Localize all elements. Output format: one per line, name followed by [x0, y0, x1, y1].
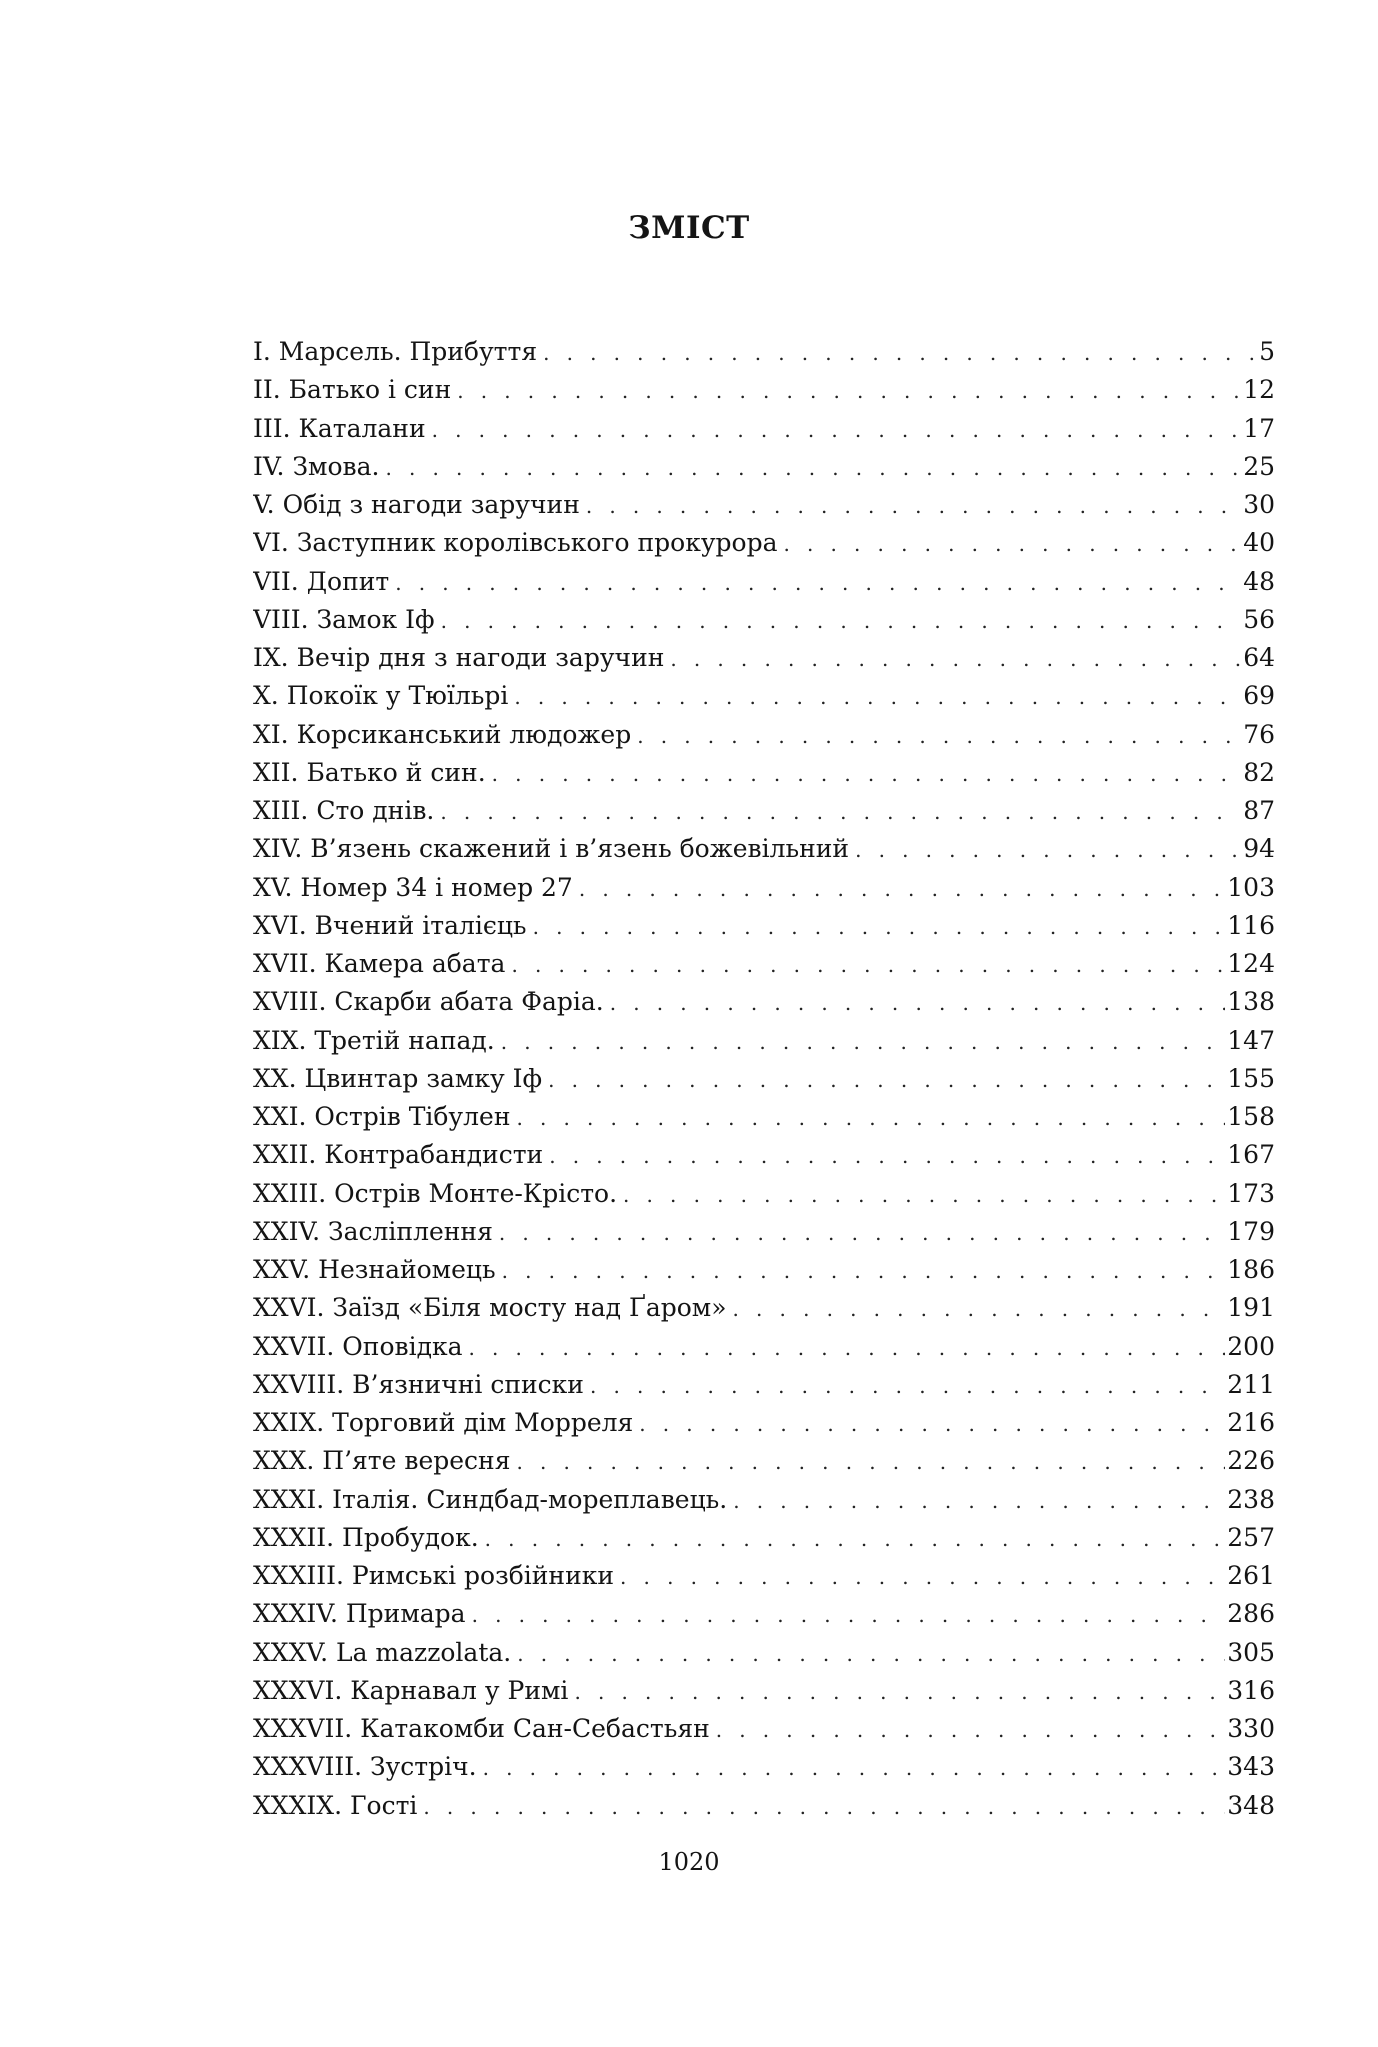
- toc-entry-title: XXIII. Острів Монте-Крісто.: [253, 1178, 618, 1208]
- toc-entry-title: XI. Корсиканський людожер: [253, 719, 632, 749]
- toc-entry-title: XXV. Незнайомець: [253, 1255, 496, 1284]
- dot-leader: [637, 717, 1241, 754]
- toc-entry-page: 76: [1243, 719, 1275, 749]
- toc-entry-page: 343: [1227, 1752, 1275, 1782]
- toc-entry-title: XXI. Острів Тібулен: [253, 1102, 511, 1131]
- toc-entry: [253, 1557, 1275, 1595]
- toc-entry-page: 82: [1243, 757, 1275, 787]
- toc-entry-title: XXIX. Торговий дім Морреля: [253, 1408, 634, 1437]
- toc-entry-title: XIX. Третій напад.: [253, 1025, 495, 1055]
- toc-entry: [253, 1175, 1275, 1213]
- dot-leader: [586, 487, 1241, 524]
- toc-entry-page: 261: [1227, 1561, 1275, 1590]
- toc-entry-title: XVI. Вчений італієць: [253, 910, 527, 940]
- toc-entry-page: 94: [1243, 834, 1275, 864]
- toc-entry: [253, 410, 1275, 448]
- toc-entry-page: 191: [1227, 1293, 1275, 1323]
- toc-entry-title: XXIV. Засліплення: [253, 1216, 493, 1246]
- toc-entry: [253, 563, 1275, 601]
- toc-entry-page: 179: [1227, 1216, 1275, 1246]
- dot-leader: [548, 1061, 1225, 1098]
- toc-entry: [253, 1289, 1275, 1327]
- toc-entry: [253, 1481, 1275, 1519]
- toc-entry-title: VI. Заступник королівського прокурора: [253, 528, 778, 558]
- dot-leader: [441, 602, 1242, 639]
- dot-leader: [432, 411, 1242, 448]
- toc-entry-title: XXVIII. В’язничні списки: [253, 1369, 584, 1399]
- dot-leader: [716, 1711, 1226, 1748]
- toc-entry-page: 286: [1227, 1599, 1275, 1629]
- toc-entry-title: XVIII. Скарби абата Фаріа.: [253, 987, 604, 1017]
- dot-leader: [516, 1443, 1225, 1480]
- dot-leader: [499, 1214, 1225, 1251]
- toc-entry-page: 257: [1227, 1522, 1275, 1552]
- toc-entry-page: 348: [1227, 1790, 1275, 1820]
- dot-leader: [516, 1099, 1225, 1136]
- toc-entry-page: 103: [1227, 872, 1275, 902]
- toc-entry: [253, 639, 1275, 677]
- dot-leader: [670, 640, 1241, 677]
- dot-leader: [623, 1176, 1225, 1213]
- toc-entry: [253, 869, 1275, 907]
- toc-entry: [253, 1710, 1275, 1748]
- dot-leader: [543, 334, 1257, 371]
- toc-entry-page: 64: [1243, 643, 1275, 672]
- toc-entry-title: XIII. Сто днів.: [253, 796, 435, 825]
- toc-entry-page: 40: [1243, 528, 1275, 558]
- dot-leader: [483, 1749, 1226, 1786]
- toc-entry: [253, 1404, 1275, 1442]
- dot-leader: [472, 1596, 1226, 1633]
- toc-entry-page: 330: [1227, 1714, 1275, 1743]
- toc-entry-page: 87: [1243, 796, 1275, 825]
- toc-entry-page: 167: [1227, 1140, 1275, 1170]
- toc-entry-title: XXXIII. Римські розбійники: [253, 1561, 615, 1590]
- dot-leader: [855, 831, 1241, 868]
- toc-entry-title: III. Каталани: [253, 413, 426, 443]
- toc-entry: [253, 677, 1275, 715]
- toc-entry: [253, 1442, 1275, 1480]
- toc-entry-title: XXII. Контрабандисти: [253, 1140, 544, 1170]
- toc-entry-title: XXXV. La mazzolata.: [253, 1637, 512, 1667]
- toc-entry-page: 30: [1243, 490, 1275, 519]
- toc-entry: [253, 1098, 1275, 1136]
- toc-entry-page: 238: [1227, 1484, 1275, 1514]
- toc-entry-page: 69: [1243, 681, 1275, 711]
- dot-leader: [590, 1367, 1225, 1404]
- toc-entry: [253, 1366, 1275, 1404]
- toc-entry-title: X. Покоїк у Тюїльрі: [253, 681, 509, 711]
- toc-entry-page: 211: [1227, 1369, 1275, 1399]
- toc-entry: [253, 1060, 1275, 1098]
- dot-leader: [549, 1137, 1225, 1174]
- toc-entry-title: XXXII. Пробудок.: [253, 1522, 479, 1552]
- dot-leader: [514, 678, 1241, 715]
- toc-entry-page: 305: [1227, 1637, 1275, 1667]
- dot-leader: [440, 793, 1241, 830]
- toc-entry-title: VII. Допит: [253, 566, 390, 596]
- toc-entry: [253, 1136, 1275, 1174]
- toc-entry-title: VIII. Замок Іф: [253, 604, 435, 634]
- toc-entry-title: XXXIV. Примара: [253, 1599, 466, 1629]
- dot-leader: [395, 564, 1241, 601]
- dot-leader: [492, 755, 1242, 792]
- dot-leader: [423, 1788, 1225, 1825]
- page-number: 1020: [658, 1848, 720, 1876]
- toc-entry-page: 116: [1227, 910, 1275, 940]
- toc-entry-title: XXXVII. Катакомби Сан-Себастьян: [253, 1714, 710, 1743]
- toc-entry-title: XXXI. Італія. Синдбад-мореплавець.: [253, 1484, 728, 1514]
- toc-entry: [253, 1328, 1275, 1366]
- toc-entry-page: 25: [1243, 451, 1275, 481]
- dot-leader: [733, 1482, 1225, 1519]
- toc-entry-page: 147: [1227, 1025, 1275, 1055]
- toc-entry: [253, 1748, 1275, 1786]
- dot-leader: [733, 1290, 1226, 1327]
- dot-leader: [517, 1635, 1225, 1672]
- toc-entry-title: XXVII. Оповідка: [253, 1331, 463, 1361]
- dot-leader: [579, 870, 1225, 907]
- toc-entry-title: IX. Вечір дня з нагоди заручин: [253, 643, 665, 672]
- toc-entry: [253, 601, 1275, 639]
- toc-entry-page: 48: [1243, 566, 1275, 596]
- toc-entry: [253, 1251, 1275, 1289]
- dot-leader: [639, 1405, 1225, 1442]
- toc-entry: [253, 792, 1275, 830]
- dot-leader: [610, 984, 1226, 1021]
- toc-entry: [253, 1022, 1275, 1060]
- toc-entry: [253, 1672, 1275, 1710]
- toc-entry-title: XIV. В’язень скажений і в’язень божевільний: [253, 834, 850, 864]
- toc-entry-title: V. Обід з нагоди заручин: [253, 490, 580, 519]
- toc-entry-page: 155: [1227, 1063, 1275, 1093]
- toc-entry-page: 316: [1227, 1675, 1275, 1705]
- dot-leader: [485, 1520, 1226, 1557]
- toc-entry-page: 186: [1227, 1255, 1275, 1284]
- toc-entry-page: 12: [1243, 375, 1275, 405]
- toc-entry-title: XXVI. Заїзд «Біля мосту над Ґаром»: [253, 1293, 727, 1323]
- dot-leader: [385, 449, 1241, 486]
- dot-leader: [501, 1023, 1226, 1060]
- dot-leader: [457, 372, 1241, 409]
- toc-entry: [253, 1213, 1275, 1251]
- dot-leader: [784, 525, 1242, 562]
- page-title: ЗМІСТ: [628, 210, 750, 246]
- toc-entry-page: 216: [1227, 1408, 1275, 1437]
- toc-entry: [253, 830, 1275, 868]
- toc-entry-page: 158: [1227, 1102, 1275, 1131]
- toc-entry: [253, 1634, 1275, 1672]
- toc-entry-page: 138: [1227, 987, 1275, 1017]
- toc-entry: [253, 1595, 1275, 1633]
- toc-entry: [253, 945, 1275, 983]
- dot-leader: [511, 946, 1225, 983]
- toc-entry: [253, 524, 1275, 562]
- toc-entry-title: XV. Номер 34 і номер 27: [253, 872, 573, 902]
- toc-entry: [253, 333, 1275, 371]
- toc-entry-title: XXX. П’яте вересня: [253, 1446, 511, 1476]
- toc-entry-page: 200: [1227, 1331, 1275, 1361]
- dot-leader: [620, 1558, 1225, 1595]
- toc-entry-title: II. Батько і син: [253, 375, 452, 405]
- toc-entry: [253, 486, 1275, 524]
- toc-entry: [253, 754, 1275, 792]
- table-of-contents: [253, 333, 1275, 1825]
- toc-entry: [253, 716, 1275, 754]
- toc-entry-page: 124: [1227, 949, 1275, 978]
- dot-leader: [469, 1329, 1226, 1366]
- toc-entry-title: XXXVIII. Зустріч.: [253, 1752, 477, 1782]
- toc-entry: [253, 1519, 1275, 1557]
- dot-leader: [574, 1673, 1225, 1710]
- toc-entry-title: IV. Змова.: [253, 451, 380, 481]
- toc-entry: [253, 448, 1275, 486]
- toc-entry-page: 5: [1259, 337, 1275, 366]
- toc-entry: [253, 371, 1275, 409]
- toc-entry-title: XVII. Камера абата: [253, 949, 506, 978]
- toc-entry-title: XXXIX. Гості: [253, 1790, 418, 1820]
- dot-leader: [502, 1252, 1226, 1289]
- toc-entry-page: 173: [1227, 1178, 1275, 1208]
- toc-entry-page: 56: [1243, 604, 1275, 634]
- toc-entry-page: 226: [1227, 1446, 1275, 1476]
- toc-entry-title: XX. Цвинтар замку Іф: [253, 1063, 543, 1093]
- toc-entry: [253, 907, 1275, 945]
- toc-entry-title: XXXVI. Карнавал у Римі: [253, 1675, 569, 1705]
- toc-entry: [253, 1787, 1275, 1825]
- toc-entry-title: XII. Батько й син.: [253, 757, 486, 787]
- toc-entry: [253, 983, 1275, 1021]
- dot-leader: [533, 908, 1226, 945]
- toc-entry-title: I. Марсель. Прибуття: [253, 337, 538, 366]
- toc-entry-page: 17: [1243, 413, 1275, 443]
